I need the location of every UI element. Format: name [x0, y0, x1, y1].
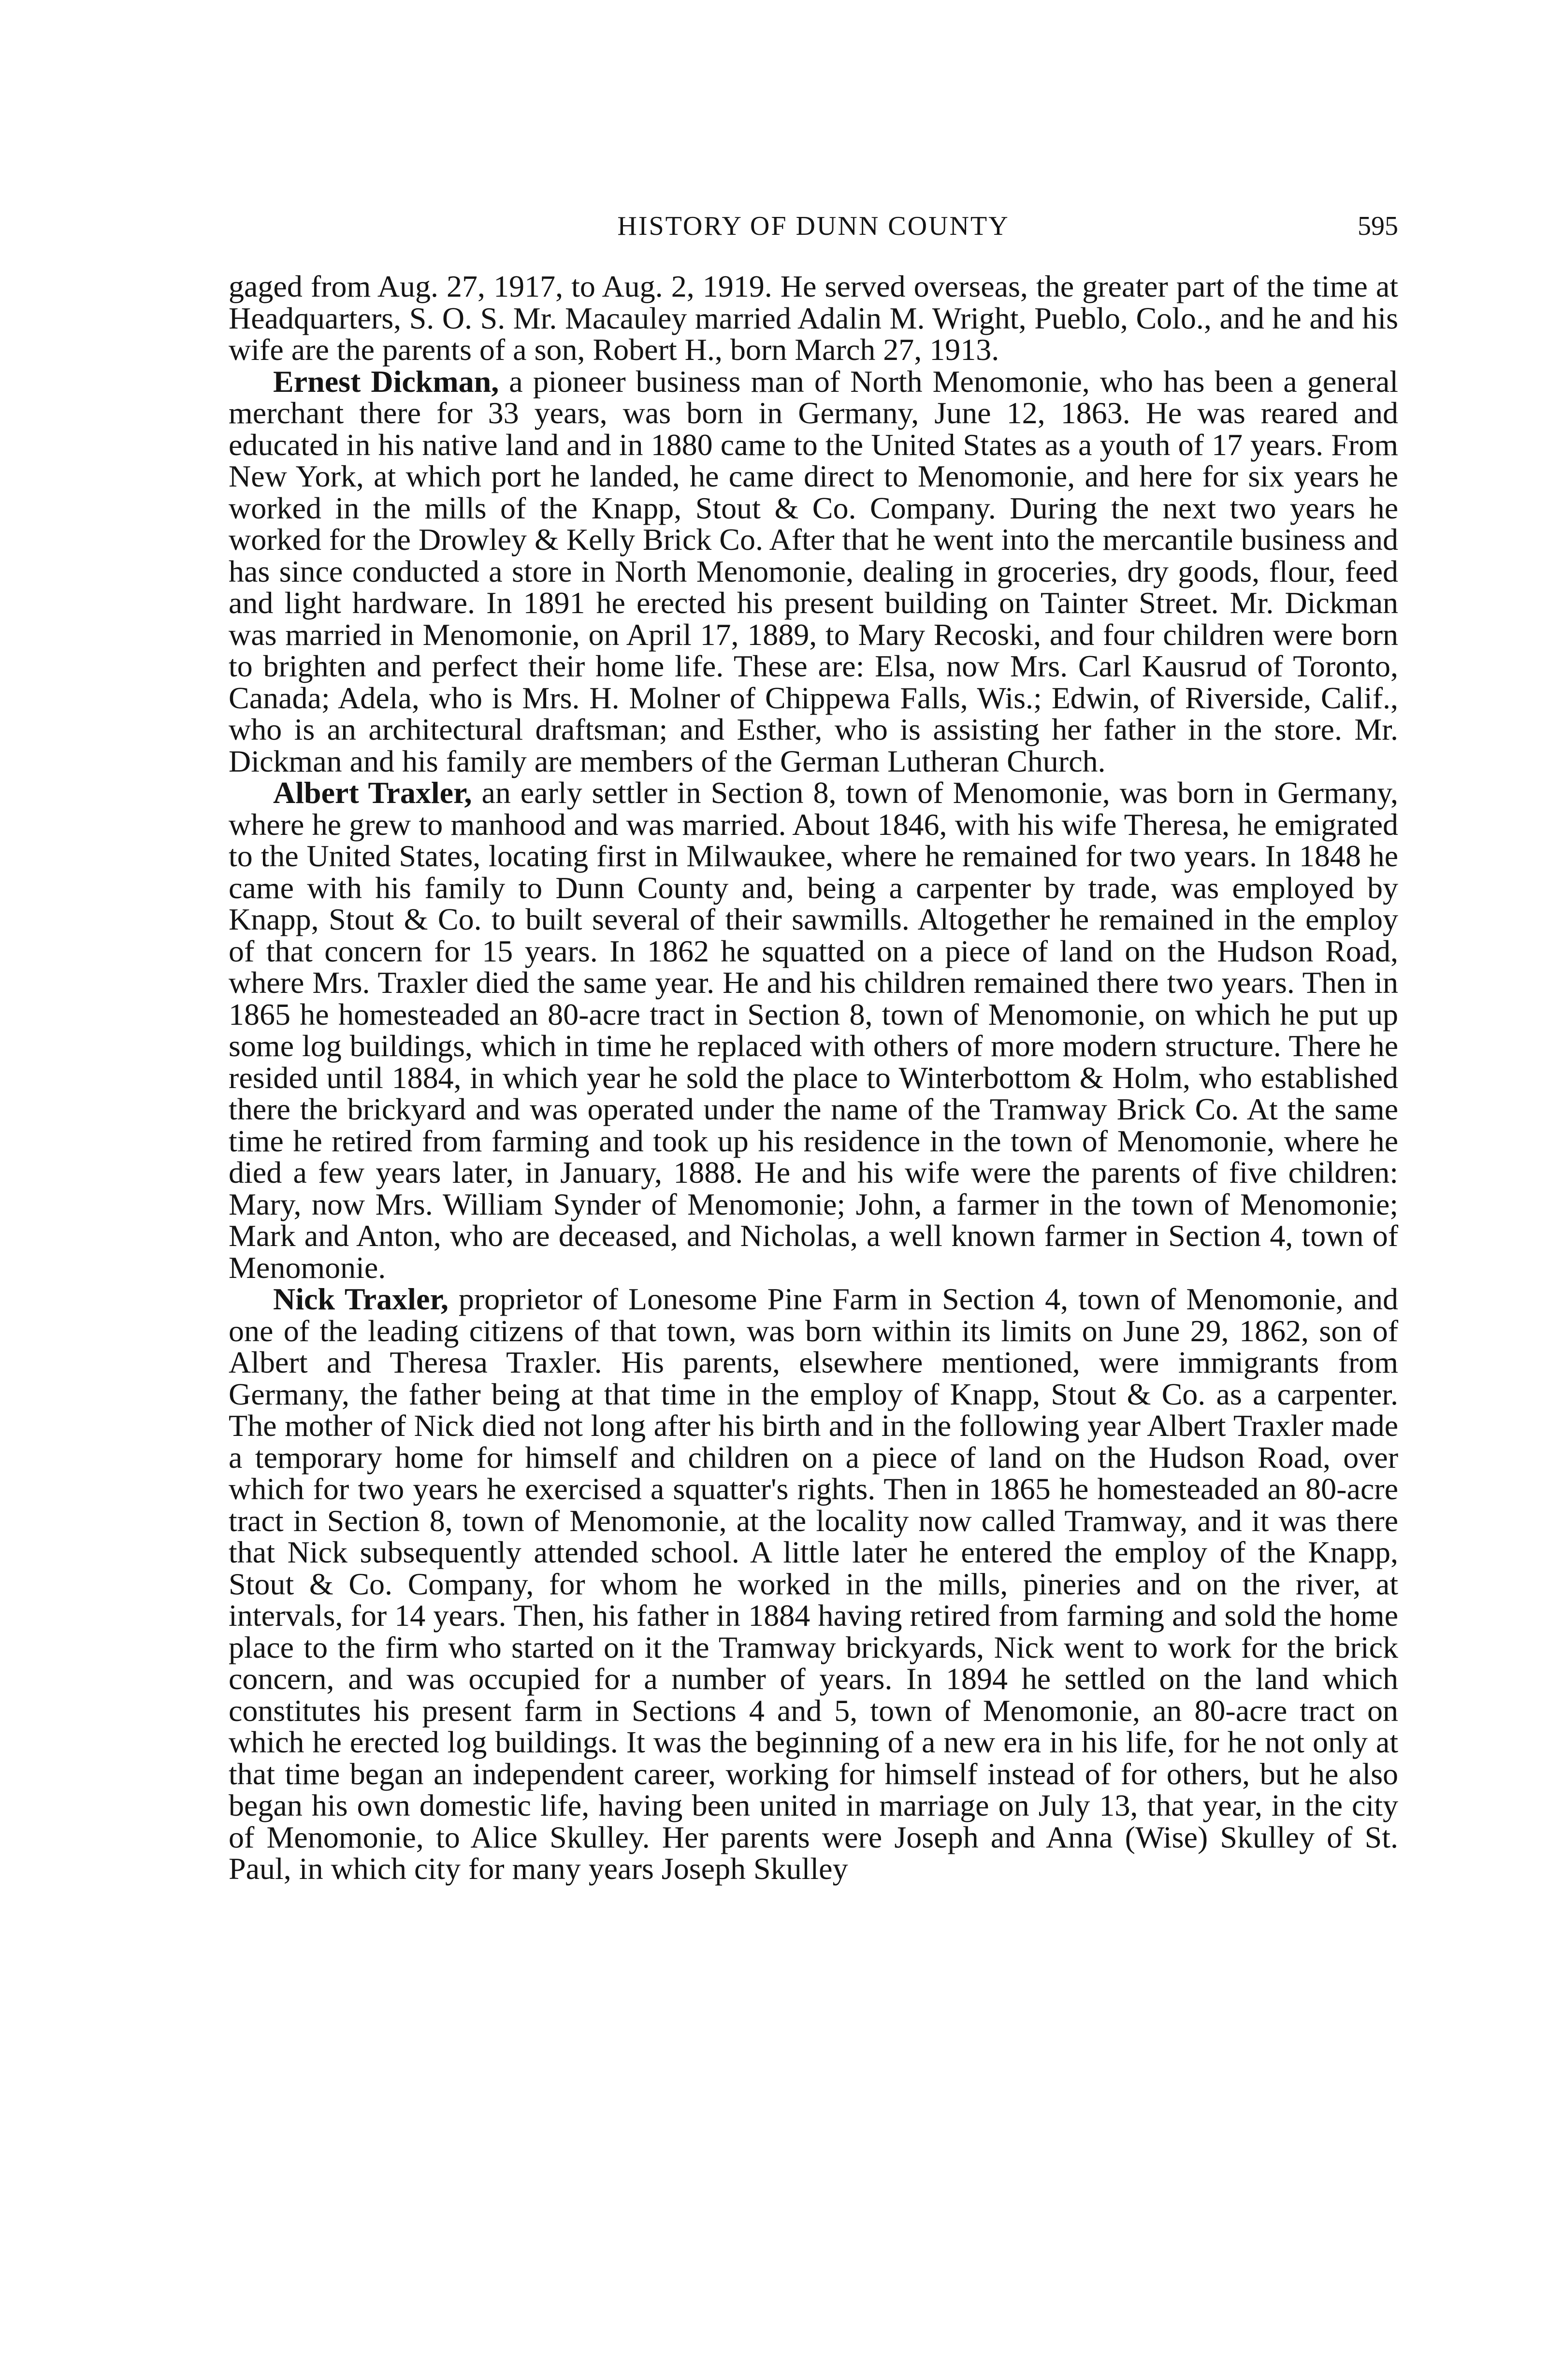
entry-nick-traxler	[229, 1283, 1398, 1885]
entry-text: a pioneer business man of North Menomonie, who has been a general merchant there for 33 years, was born in Germany, June 12, 1863. He was reared and educated in his native land and in 1880 came to the United States as a youth of 17 years. From New York, at which port he landed, he came direct to Menomonie, and here for six years he worked in the mills of the Knapp, Stout & Co. Company. During the next two years he worked for the Drowley & Kelly Brick Co. After that he went into the mercantile business and has since conducted a store in North Menomonie, dealing in groceries, dry goods, flour, feed and light hardware. In 1891 he erected his present building on Tainter Street. Mr. Dickman was married in Menomonie, on April 17, 1889, to Mary Recoski, and four children were born to brighten and perfect their home life. These are: Elsa, now Mrs. Carl Kausrud of Toronto, Canada; Adela, who is Mrs. H. Molner of Chippewa Falls, Wis.; Edwin, of Riverside, Calif., who is an architectural draftsman; and Esther, who is assisting her father in the store. Mr. Dickman and his family are members of the German Lutheran Church.	[229, 364, 1398, 778]
entry-text: an early settler in Section 8, town of Menomonie, was born in Germany, where he grew to manhood and was married. About 1846, with his wife Theresa, he emigrated to the United States, locating first in Milwaukee, where he remained for two years. In 1848 he came with his family to Dunn County and, being a carpenter by trade, was employed by Knapp, Stout & Co. to built several of their sawmills. Altogether he remained in the employ of that concern for 15 years. In 1862 he squatted on a piece of land on the Hudson Road, where Mrs. Traxler died the same year. He and his children remained there two years. Then in 1865 he homesteaded an 80-acre tract in Section 8, town of Menomonie, on which he put up some log buildings, which in time he replaced with others of more modern structure. There he resided until 1884, in which year he sold the place to Winterbottom & Holm, who established there the brickyard and was operated under the name of the Tramway Brick Co. At the same time he retired from farming and took up his residence in the town of Menomonie, where he died a few years later, in January, 1888. He and his wife were the parents of five children: Mary, now Mrs. William Synder of Menomonie; John, a farmer in the town of Menomonie; Mark and Anton, who are deceased, and Nicholas, a well known farmer in Section 4, town of Menomonie.	[229, 775, 1399, 1285]
running-title: HISTORY OF DUNN COUNTY	[617, 211, 1010, 241]
entry-name: Ernest Dickman,	[273, 364, 499, 399]
entry-text: proprietor of Lonesome Pine Farm in Section 4, town of Menomonie, and one of the leading citizens of that town, was born within its limits on June 29, 1862, son of Albert and Theresa Traxler. His parents, elsewhere mentioned, were immigrants from Germany, the father being at that time in the employ of Knapp, Stout & Co. as a carpenter. The mother of Nick died not long after his birth and in the following year Albert Traxler made a temporary home for himself and children on a piece of land on the Hudson Road, over which for two years he exercised a squatter's rights. Then in 1865 he homesteaded an 80-acre tract in Section 8, town of Menomonie, at the locality now called Tramway, and it was there that Nick subsequently attended school. A little later he entered the employ of the Knapp, Stout & Co. Company, for whom he worked in the mills, pineries and on the river, at intervals, for 14 years. Then, his father in 1884 having retired from farming and sold the home place to the firm who started on it the Tramway brickyards, Nick went to work for the brick concern, and was occupied for a number of years. In 1894 he settled on the land which constitutes his present farm in Sections 4 and 5, town of Menomonie, an 80-acre tract on which he erected log buildings. It was the beginning of a new era in his life, for he not only at that time began an independent career, working for himself instead of for others, but he also began his own domestic life, having been united in marriage on July 13, that year, in the city of Menomonie, to Alice Skulley. Her parents were Joseph and Anna (Wise) Skulley of St. Paul, in which city for many years Joseph Skulley	[229, 1282, 1399, 1886]
running-head	[229, 211, 1398, 249]
entry-ernest-dickman	[229, 366, 1398, 777]
paragraph-continuation	[229, 271, 1398, 366]
body-text	[229, 271, 1398, 1885]
entry-name: Nick Traxler,	[273, 1282, 449, 1316]
entry-name: Albert Traxler,	[273, 775, 472, 810]
entry-albert-traxler	[229, 777, 1398, 1283]
paragraph-text: gaged from Aug. 27, 1917, to Aug. 2, 1919. He served overseas, the greater part of the time at Headquarters, S. O. S. Mr. Macauley married Adalin M. Wright, Pueblo, Colo., and he and his wife are the parents of a son, Robert H., born March 27, 1913.	[229, 269, 1398, 367]
page-number: 595	[1358, 211, 1398, 241]
